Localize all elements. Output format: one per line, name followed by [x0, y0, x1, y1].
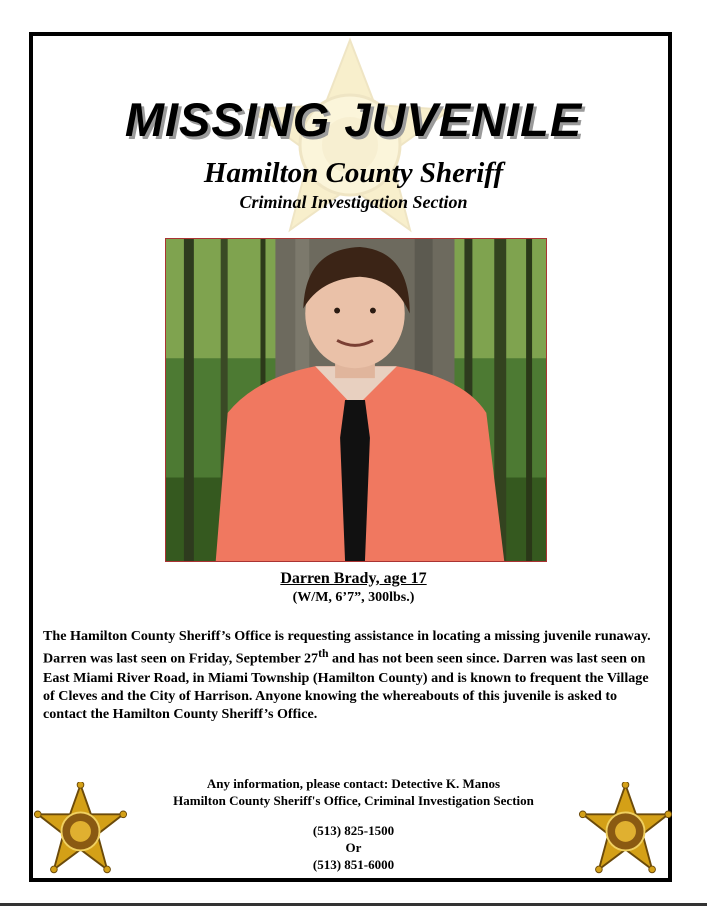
subject-description: (W/M, 6’7”, 300lbs.) — [292, 590, 415, 605]
contact-or: Or — [345, 840, 362, 855]
phone-secondary: (513) 851-6000 — [312, 857, 395, 872]
poster-title: MISSING JUVENILE — [124, 93, 583, 146]
missing-person-photo — [165, 238, 547, 562]
agency-name: Hamilton County Sheriff — [203, 157, 504, 189]
bottom-rule — [0, 903, 707, 906]
phone-primary: (513) 825-1500 — [312, 823, 395, 838]
date-suffix: th — [318, 647, 329, 661]
sheriff-badge-icon — [578, 782, 673, 877]
sheriff-badge-icon — [33, 782, 128, 877]
case-description — [43, 627, 659, 724]
contact-detective: Any information, please contact: Detective K. Manos — [206, 776, 501, 791]
section-name: Criminal Investigation Section — [239, 192, 468, 212]
contact-office: Hamilton County Sheriff's Office, Criminal Investigation Section — [173, 793, 534, 808]
subject-name-age: Darren Brady, age 17 — [280, 570, 427, 587]
case-text-part2: and has not been seen since. Darren was last seen on East Miami River Road, in Miami Township (Hamilton County) and is known to frequent the Village of Cleves and the City of Harrison. Anyone knowing the whereabouts of this juvenile is asked to contact the Hamilton County Sheriff’s Office. — [43, 651, 649, 723]
case-text-part1: The Hamilton County Sheriff’s Office is requesting assistance in locating a missing juvenile runaway. Darren was last seen on Friday, September 27 — [43, 628, 651, 668]
